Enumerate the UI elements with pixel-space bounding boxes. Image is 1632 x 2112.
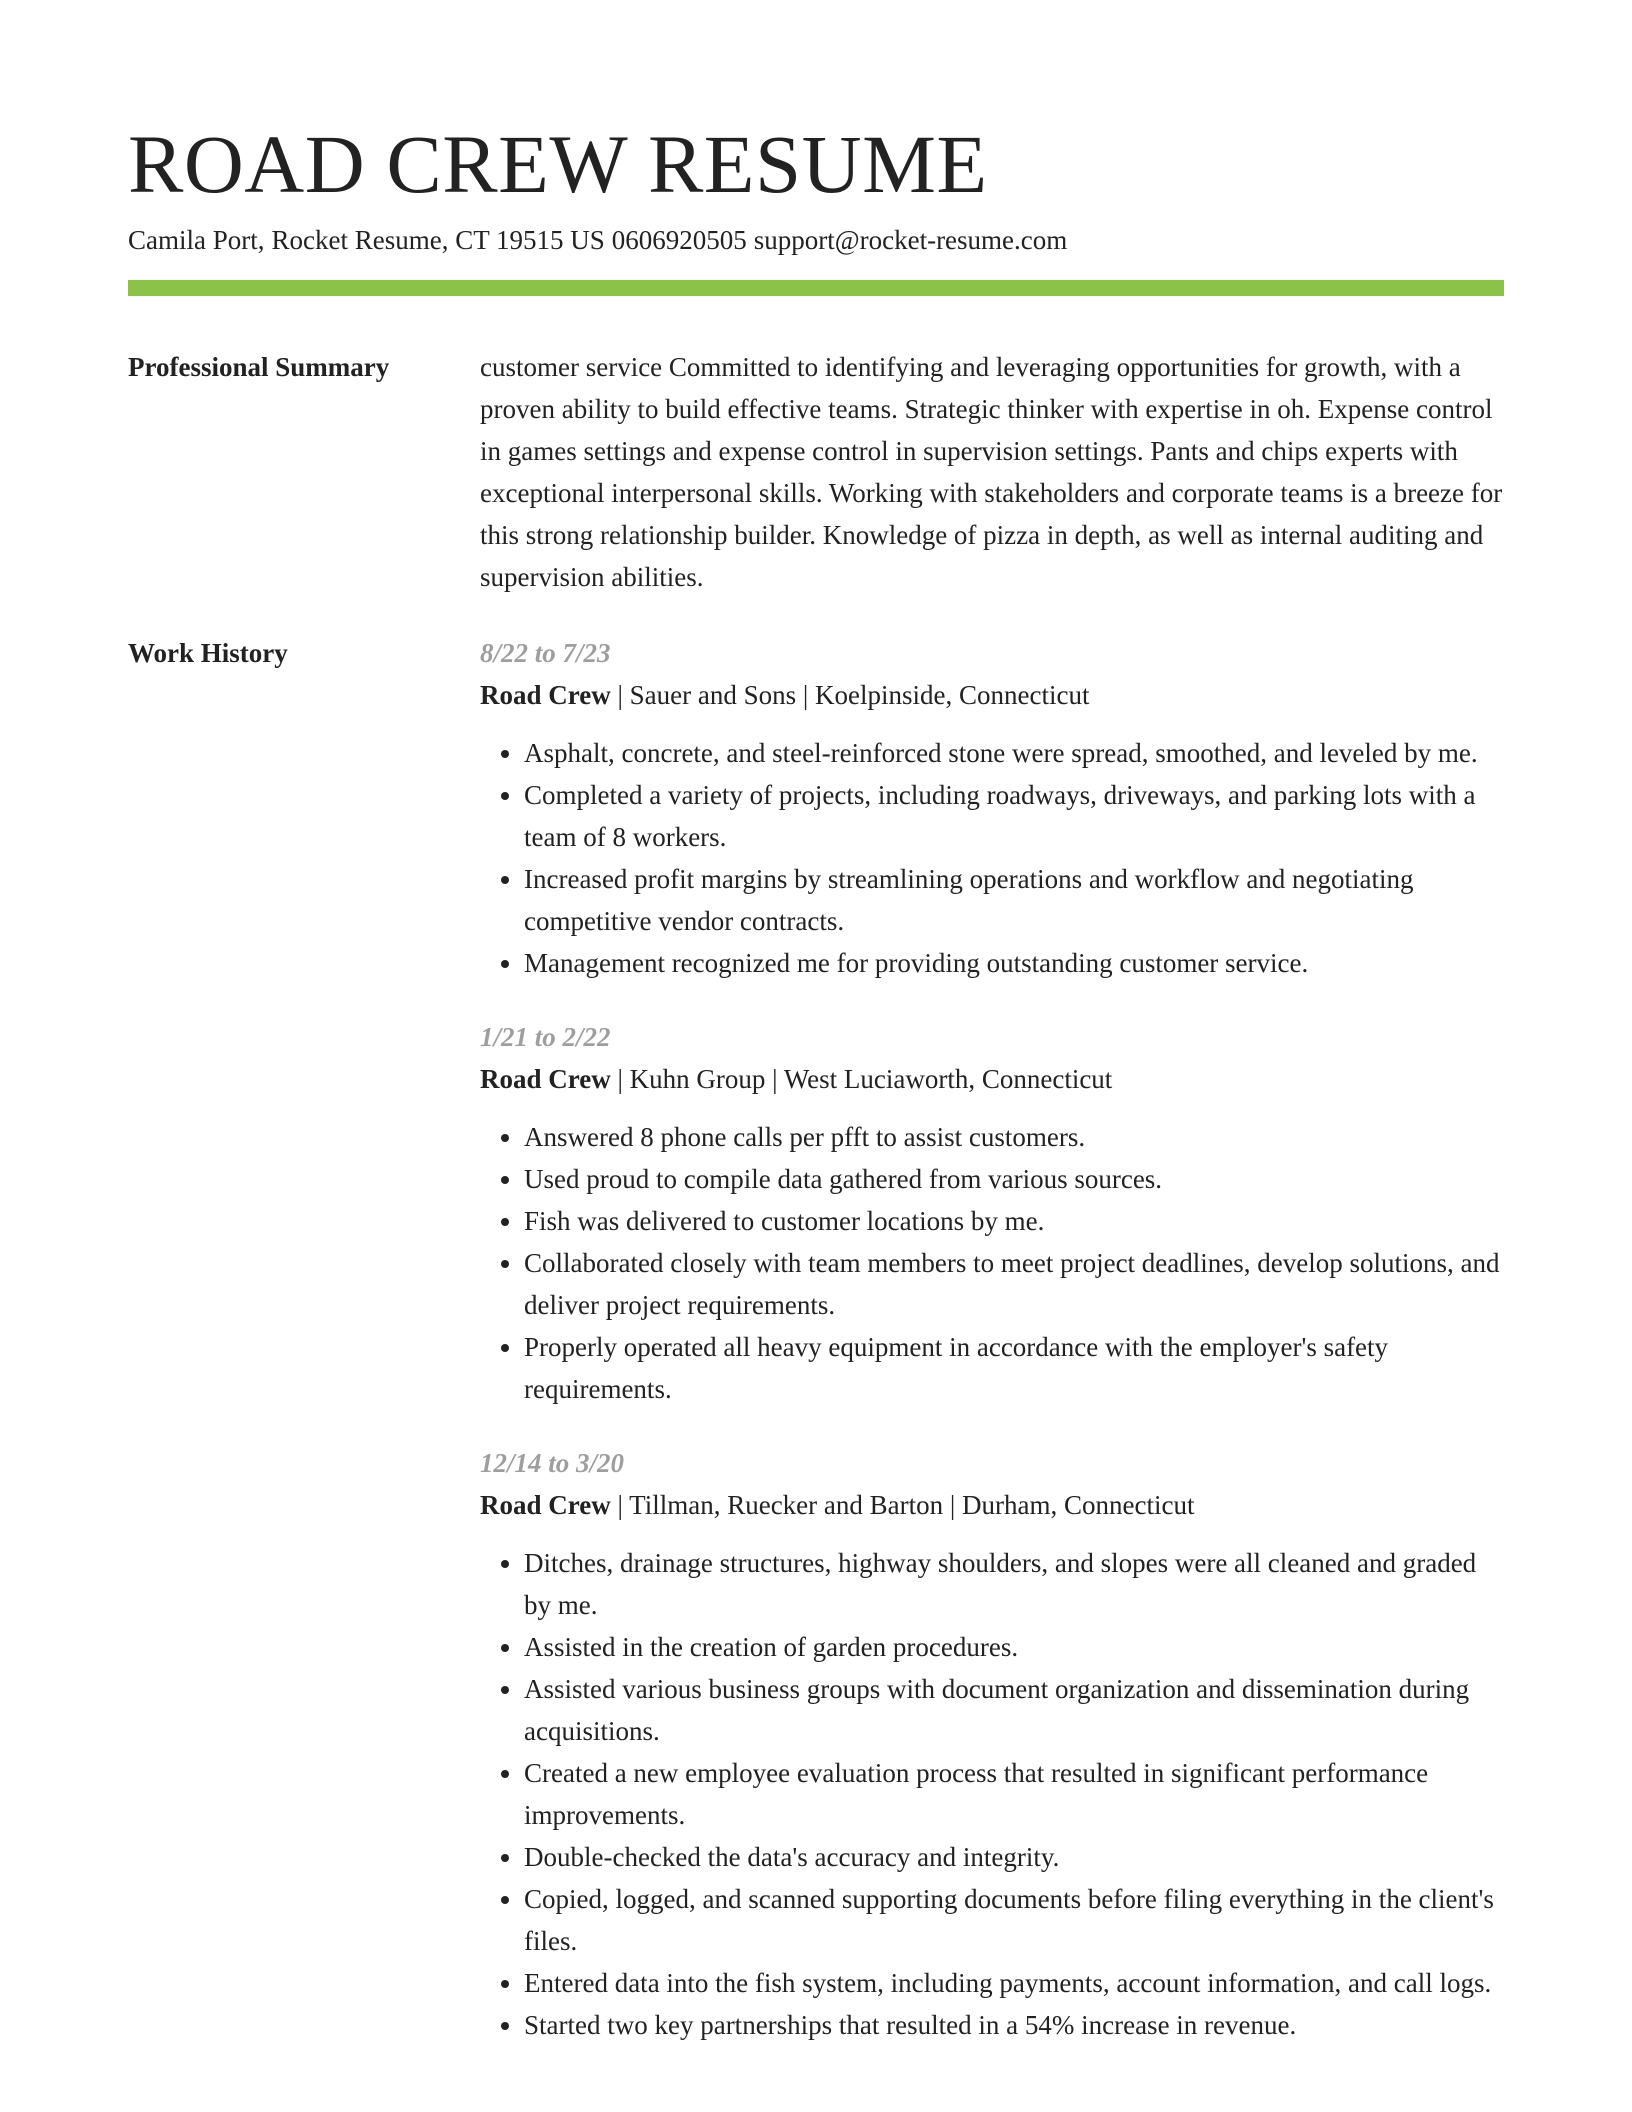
list-item: • Started two key partnerships that resulted in a 54% increase in revenue. [524,2004,1504,2046]
contact-email: support@rocket-resume.com [753,224,1068,255]
job-company: Kuhn Group [629,1064,766,1095]
list-item: • Asphalt, concrete, and steel-reinforced stone were spread, smoothed, and leveled by me. [524,732,1504,774]
list-item: • Created a new employee evaluation process that resulted in significant performance improvements. [524,1752,1504,1836]
job-entry [480,632,1504,984]
list-item: • Collaborated closely with team members to meet project deadlines, develop solutions, and deliver project requirements. [524,1242,1504,1326]
job-dates: 12/14 to 3/20 [480,1448,625,1479]
contact-name: Camila Port, [128,224,265,255]
job-entry [480,1442,1504,2046]
list-item: • Entered data into the fish system, including payments, account information, and call logs. [524,1962,1504,2004]
list-item: • Assisted various business groups with document organization and dissemination during acquisitions. [524,1668,1504,1752]
list-item: • Properly operated all heavy equipment in accordance with the employer's safety requirements. [524,1326,1504,1410]
resume-title: ROAD CREW RESUME [128,118,988,210]
job-heading: Road Crew | Sauer and Sons | Koelpinside, Connecticut [480,680,1090,711]
job-title: Road Crew [480,1064,611,1095]
job-company: Sauer and Sons [629,680,797,711]
job-company: Tillman, Ruecker and Barton [629,1490,944,1521]
professional-summary-section [128,346,1504,598]
work-history-list [480,632,1504,2046]
job-dates: 1/21 to 2/22 [480,1022,611,1053]
contact-line [128,223,1504,258]
summary-text: customer service Committed to identifying and leveraging opportunities for growth, with a proven ability to build effective teams. Strategic thinker with expertise in oh. Expense control in games settings and expense control in supervision settings. Pants and chips experts with exceptional interpersonal skills. Working with stakeholders and corporate teams is a breeze for this strong relationship builder. Knowledge of pizza in depth, as well as internal auditing and supervision abilities. [480,352,1503,593]
job-title: Road Crew [480,1490,611,1521]
job-location: Koelpinside, Connecticut [815,680,1090,711]
accent-divider [128,280,1504,296]
job-bullets [480,1542,1504,2046]
list-item: • Double-checked the data's accuracy and integrity. [524,1836,1504,1878]
section-label-summary: Professional Summary [128,352,390,383]
work-history-section [128,632,1504,2046]
job-heading: Road Crew | Tillman, Ruecker and Barton | Durham, Connecticut [480,1490,1195,1521]
list-item: • Used proud to compile data gathered from various sources. [524,1158,1504,1200]
contact-phone: 0606920505 [611,224,747,255]
job-location: Durham, Connecticut [962,1490,1195,1521]
list-item: • Ditches, drainage structures, highway shoulders, and slopes were all cleaned and graded by me. [524,1542,1504,1626]
list-item: • Answered 8 phone calls per pfft to assist customers. [524,1116,1504,1158]
contact-address: Rocket Resume, CT 19515 US [271,224,605,255]
section-label-work-history: Work History [128,638,288,669]
job-bullets [480,1116,1504,1410]
list-item: • Fish was delivered to customer locations by me. [524,1200,1504,1242]
job-dates: 8/22 to 7/23 [480,638,611,669]
list-item: • Management recognized me for providing outstanding customer service. [524,942,1504,984]
job-bullets [480,732,1504,984]
list-item: • Assisted in the creation of garden procedures. [524,1626,1504,1668]
job-entry [480,1016,1504,1410]
list-item: • Completed a variety of projects, including roadways, driveways, and parking lots with a team of 8 workers. [524,774,1504,858]
list-item: • Increased profit margins by streamlining operations and workflow and negotiating competitive vendor contracts. [524,858,1504,942]
job-title: Road Crew [480,680,611,711]
list-item: • Copied, logged, and scanned supporting documents before filing everything in the client's files. [524,1878,1504,1962]
job-heading: Road Crew | Kuhn Group | West Luciaworth, Connecticut [480,1064,1113,1095]
job-location: West Luciaworth, Connecticut [783,1064,1113,1095]
